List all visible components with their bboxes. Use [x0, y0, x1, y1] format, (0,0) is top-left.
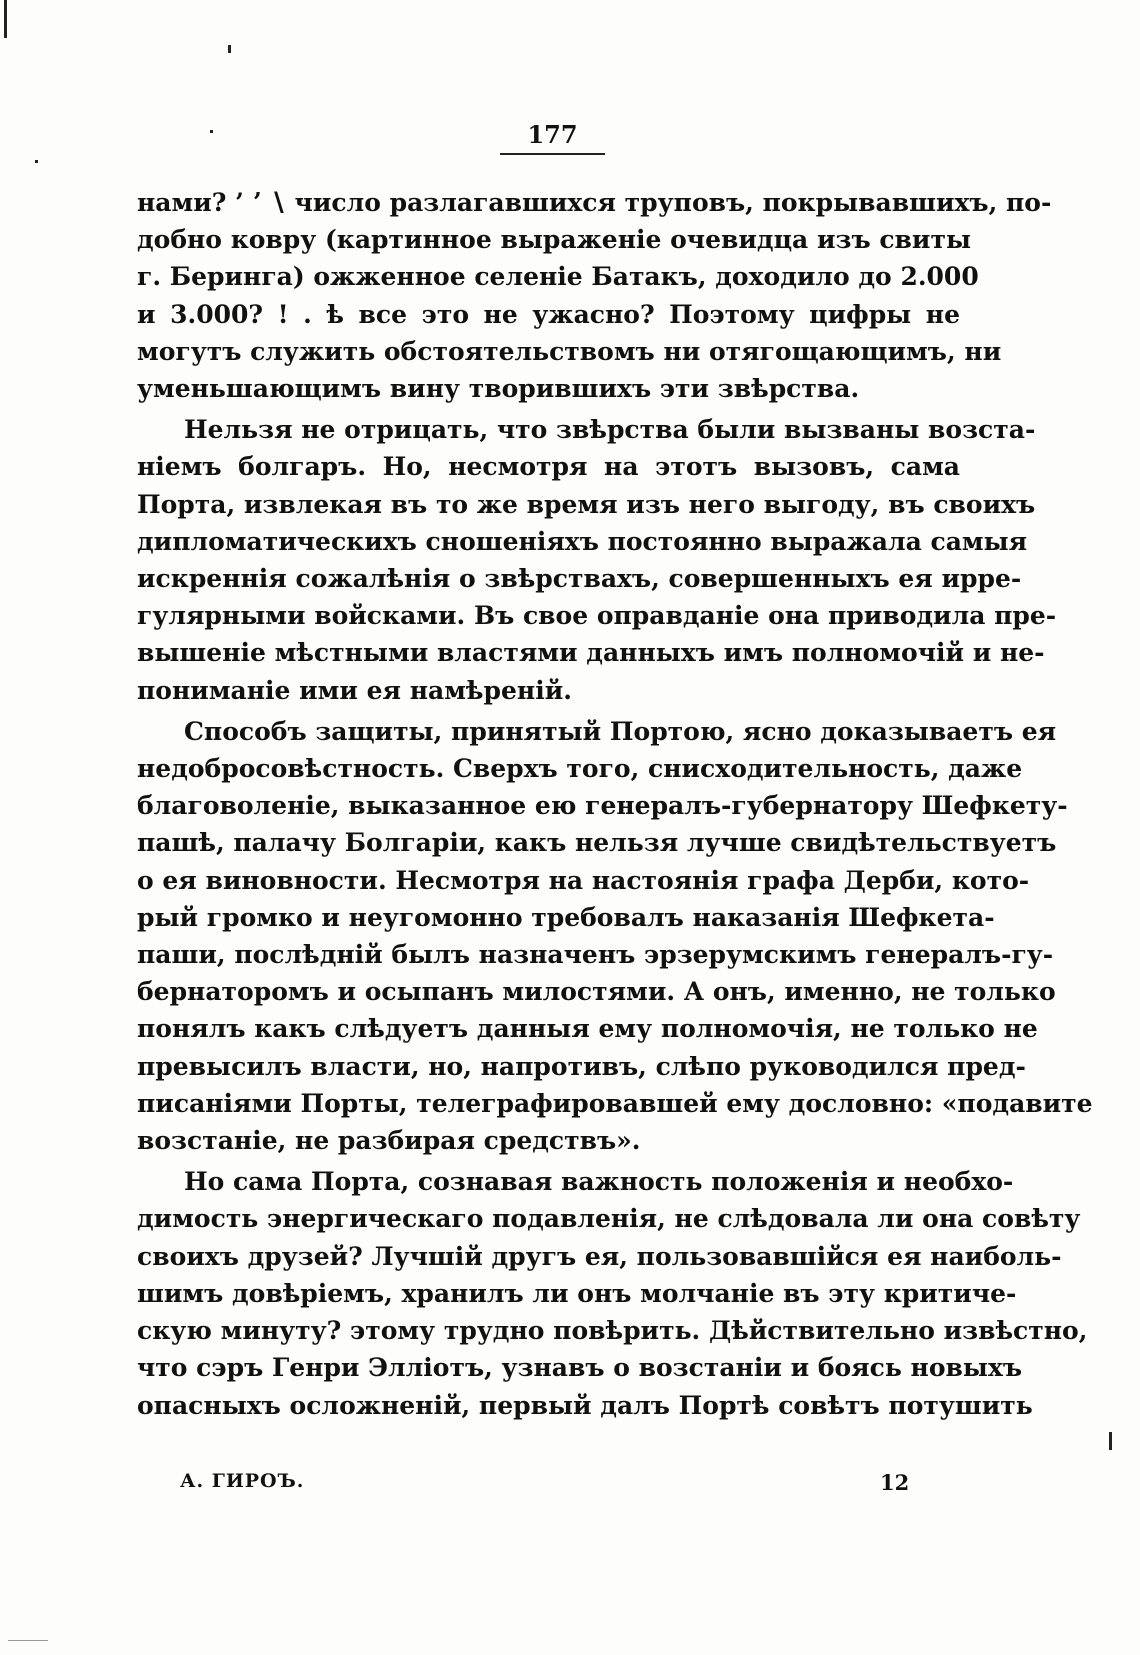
text-line: Способъ защиты, принятый Портою, ясно доказываетъ ея [184, 716, 1057, 746]
text-line: димость энергическаго подавленія, не слѣдовала ли она совѣту [137, 1204, 1081, 1234]
scan-mark-dot [35, 160, 38, 163]
text-line: скую минуту? этому трудно повѣрить. Дѣйствительно извѣстно, [137, 1316, 1088, 1346]
text-line: опасныхъ осложненій, первый далъ Портѣ совѣтъ потушить [137, 1390, 1033, 1420]
text-line: шимъ довѣріемъ, хранилъ ли онъ молчаніе въ эту критиче- [137, 1278, 1017, 1308]
text-line: возстаніе, не разбирая средствъ». [137, 1126, 641, 1156]
text-line: паши, послѣдній былъ назначенъ эрзерумскимъ генералъ-гу- [137, 940, 1054, 970]
text-line: могутъ служить обстоятельствомъ ни отягощающимъ, ни [137, 336, 1002, 366]
text-line: превысилъ власти, но, напротивъ, слѣпо руководился пред- [137, 1051, 1026, 1081]
body-text [137, 184, 1093, 1424]
text-line: пашѣ, палачу Болгаріи, какъ нельзя лучше свидѣтельствуетъ [137, 828, 1057, 858]
text-line: Порта, извлекая въ то же время изъ него выгоду, въ своихъ [137, 489, 1036, 519]
text-line: Но сама Порта, сознавая важность положенія и необхо- [184, 1167, 1014, 1197]
text-line: рый громко и неугомонно требовалъ наказанія Шефкета- [137, 902, 995, 932]
scan-mark-dot [210, 130, 213, 133]
text-line: Нельзя не отрицать, что звѣрства были вызваны возста- [184, 415, 1036, 445]
text-line: гулярными войсками. Въ свое оправданіе она приводила пре- [137, 601, 1057, 631]
text-line: нами? ’ ʼ ∖ число разлагавшихся труповъ, покрывавшихъ, по- [137, 188, 1052, 217]
text-line: пониманіе ими ея намѣреній. [137, 675, 572, 705]
text-line: что сэръ Генри Эллiотъ, узнавъ о возстаніи и боясь новыхъ [137, 1353, 1023, 1383]
scan-mark-right-edge [1109, 1432, 1112, 1450]
footer-sheet-number: 12 [880, 1470, 910, 1495]
text-line: добно ковру (картинное выраженіе очевидца изъ свиты [137, 225, 972, 255]
text-line: о ея виновности. Несмотря на настоянія графа Дерби, кото- [137, 865, 1030, 895]
text-line: недобросовѣстность. Сверхъ того, снисходительность, даже [137, 754, 1023, 784]
scan-mark-top-left [4, 0, 7, 38]
text-line: искреннія сожалѣнія о звѣрствахъ, совершенныхъ ея ирре- [137, 564, 1022, 594]
text-line: г. Беринга) ожженное селеніе Батакъ, доходило до 2.000 [137, 262, 979, 292]
text-line: и 3.000? ! . ѣ все это не ужасно? Поэтому цифры не [137, 299, 960, 329]
text-line: ніемъ болгаръ. Но, несмотря на этотъ вызовъ, сама [137, 452, 960, 482]
text-line: писаніями Порты, телеграфировавшей ему дословно: «подавите [137, 1088, 1093, 1118]
text-line: понялъ какъ слѣдуетъ данныя ему полномочія, не только не [137, 1014, 1038, 1044]
text-line: уменьшающимъ вину творившихъ эти звѣрства. [137, 374, 860, 404]
text-line: вышеніе мѣстными властями данныхъ имъ полномочій и не- [137, 638, 1045, 668]
text-line: своихъ друзей? Лучшій другъ ея, пользовавшійся ея наиболь- [137, 1241, 1062, 1271]
text-line: дипломатическихъ сношеніяхъ постоянно выражала самыя [137, 526, 1028, 556]
scan-mark-dot [228, 45, 231, 53]
text-line: бернаторомъ и осыпанъ милостями. А онъ, именно, не только [137, 977, 1056, 1007]
footer-signature: А. ГИРОЪ. [180, 1470, 305, 1492]
page-number: 177 [500, 120, 605, 155]
scan-mark-bottom-left [8, 1640, 48, 1641]
text-line: благоволеніе, выказанное ею генералъ-губернатору Шефкету- [137, 791, 1068, 821]
